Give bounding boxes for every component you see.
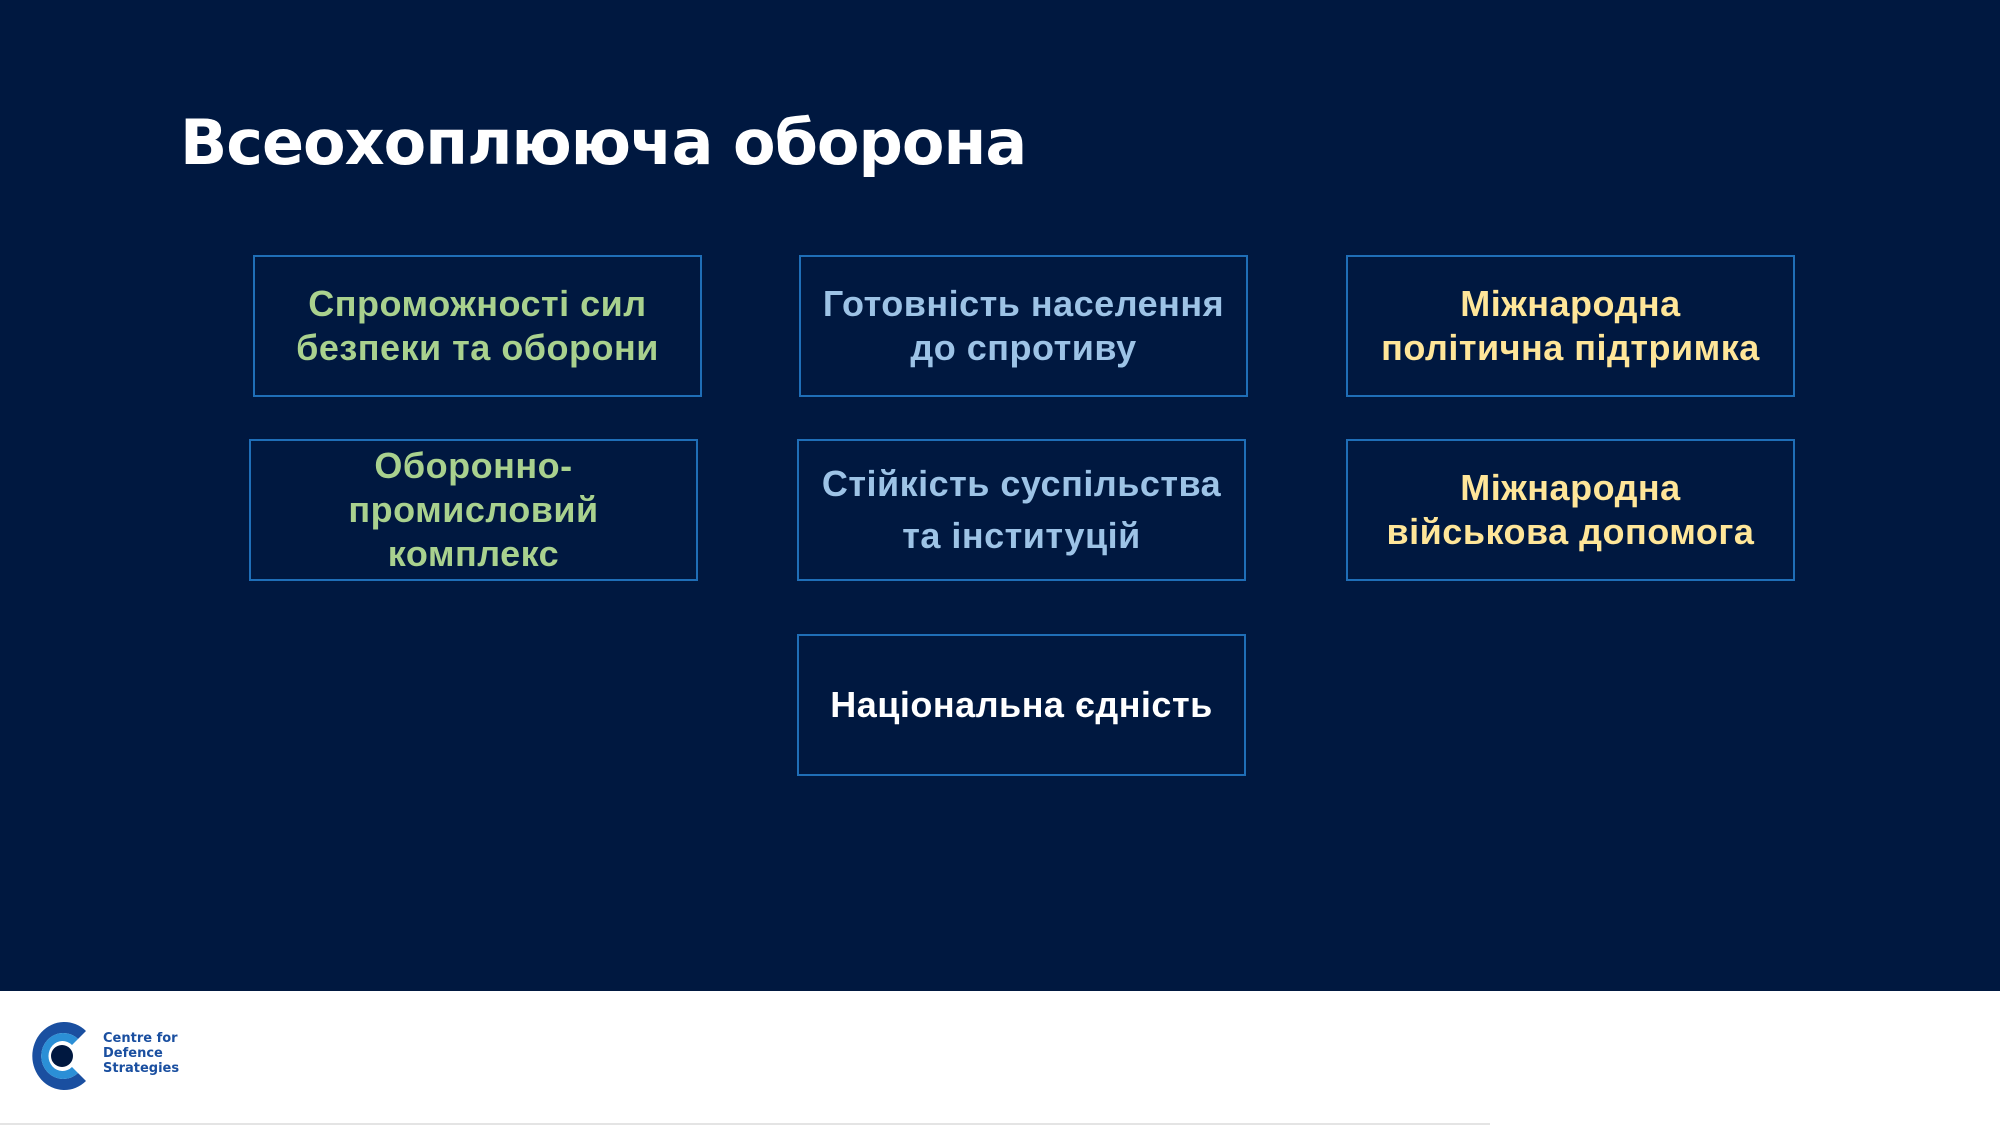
box-text bbox=[823, 282, 1224, 370]
box-text bbox=[348, 444, 598, 576]
box-defence-industrial-complex bbox=[249, 439, 698, 581]
box-text-line: Оборонно- bbox=[374, 445, 573, 486]
logo-wordmark bbox=[103, 1031, 179, 1076]
logo-wordmark-line: Centre for bbox=[103, 1031, 178, 1046]
box-text-line: промисловий bbox=[348, 489, 599, 530]
box-text-line: політична підтримка bbox=[1381, 327, 1760, 368]
box-text bbox=[1381, 282, 1760, 370]
box-international-political-support bbox=[1346, 255, 1795, 397]
box-text-line: та інституцій bbox=[902, 515, 1141, 556]
box-text-line: Національна єдність bbox=[830, 684, 1213, 725]
box-text-line: безпеки та оборони bbox=[296, 327, 659, 368]
box-text bbox=[822, 458, 1221, 562]
logo-wordmark-line: Defence bbox=[103, 1046, 163, 1061]
box-international-military-aid bbox=[1346, 439, 1795, 581]
box-text-line: комплекс bbox=[387, 533, 560, 574]
box-text-line: до спротиву bbox=[910, 327, 1137, 368]
box-text-line: Міжнародна bbox=[1460, 283, 1681, 324]
box-text-line: Спроможності сил bbox=[308, 283, 647, 324]
box-text bbox=[830, 683, 1212, 727]
logo-wordmark-line: Strategies bbox=[103, 1061, 180, 1076]
box-population-readiness bbox=[799, 255, 1248, 397]
box-text-line: військова допомога bbox=[1386, 511, 1755, 552]
cds-eye-logo-icon bbox=[28, 1017, 98, 1095]
box-text-line: Міжнародна bbox=[1460, 467, 1681, 508]
footer bbox=[0, 991, 2000, 1125]
box-national-unity bbox=[797, 634, 1246, 776]
box-text bbox=[1387, 466, 1755, 554]
slide-title: Всеохоплююча оборона bbox=[180, 106, 1027, 179]
box-text-line: Стійкість суспільства bbox=[821, 463, 1222, 504]
box-society-institutions-resilience bbox=[797, 439, 1246, 581]
box-text bbox=[296, 282, 659, 370]
box-text-line: Готовність населення bbox=[822, 283, 1225, 324]
box-security-defence-capabilities bbox=[253, 255, 702, 397]
